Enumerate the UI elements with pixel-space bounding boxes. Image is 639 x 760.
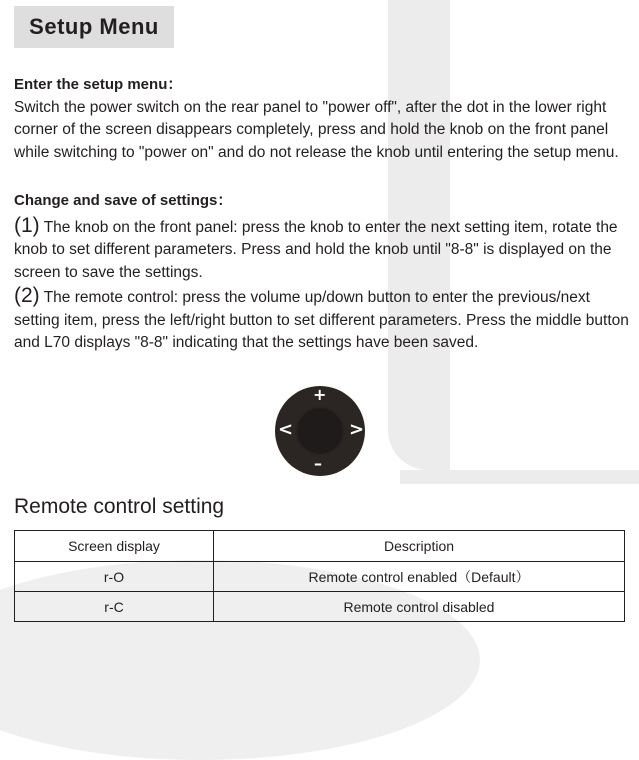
remote-setting-table xyxy=(14,530,625,622)
remote-middle-button xyxy=(298,409,342,453)
cell-display: r-C xyxy=(15,592,214,622)
cell-description: Remote control disabled xyxy=(214,592,625,622)
minus-icon: – xyxy=(314,454,322,473)
enter-section xyxy=(14,74,629,164)
item-number: (2) xyxy=(14,284,40,307)
header-description: Description xyxy=(214,531,625,562)
item-text: The remote control: press the volume up/down button to enter the previous/next setting item, press the left/right button to set different parameters. Press the middle button and L70 displays "8-8" indicating that the settings have been saved. xyxy=(14,289,629,351)
change-item-2 xyxy=(14,285,629,355)
remote-control-diagram xyxy=(275,386,365,476)
table-row xyxy=(15,562,625,592)
page-title: Setup Menu xyxy=(14,6,174,48)
item-number: (1) xyxy=(14,213,40,237)
header-screen-display: Screen display xyxy=(15,531,214,562)
enter-body: Switch the power switch on the rear panel to "power off", after the dot in the lower right corner of the screen disappears completely, press and hold the knob on the front panel while switching to "power on" and do not release the knob until entering the setup menu. xyxy=(14,98,619,161)
table-header xyxy=(15,531,625,562)
change-section xyxy=(14,190,629,355)
watermark-horizontal xyxy=(400,470,639,484)
cell-display: r-O xyxy=(15,562,214,592)
item-text: The knob on the front panel: press the knob to enter the next setting item, rotate the knob to set different parameters. Press and hold the knob until "8-8" is displayed on the screen to save the settings. xyxy=(14,218,618,281)
change-item-1 xyxy=(14,215,629,285)
chevron-right-icon: > xyxy=(349,419,365,440)
cell-description: Remote control enabled（Default） xyxy=(214,562,625,592)
change-heading: Change and save of settings： xyxy=(14,192,233,209)
table-row xyxy=(15,592,625,622)
plus-icon: + xyxy=(313,385,327,404)
chevron-left-icon: < xyxy=(278,419,294,440)
remote-setting-title: Remote control setting xyxy=(14,495,225,518)
enter-heading: Enter the setup menu： xyxy=(14,76,183,93)
